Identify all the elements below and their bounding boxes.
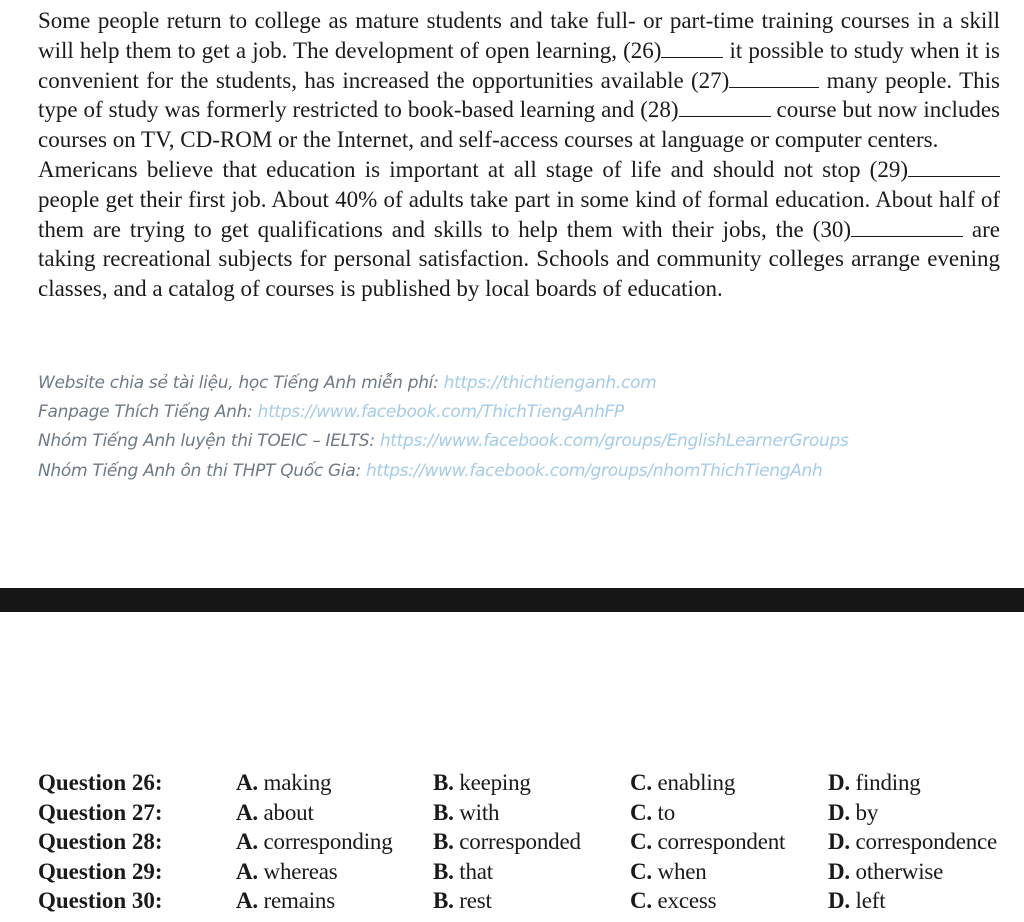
passage-text: course but now includes courses on TV, CD-ROM or the Internet, and self-access courses at language or computer centers. [38,97,1000,153]
option-a[interactable]: A. whereas [236,858,338,884]
option-d[interactable]: D. finding [828,770,921,795]
option-c[interactable]: C. excess [630,888,717,913]
option-d[interactable]: D. otherwise [828,858,944,884]
option-d[interactable]: D. correspondence [828,829,998,854]
option-c[interactable]: C. enabling [630,770,736,795]
passage-paragraph-1 [38,6,1000,155]
blank-26 [661,39,723,58]
blank-29 [908,158,1000,177]
toeic-group-link[interactable]: https://www.facebook.com/groups/EnglishLearnerGroups [379,431,849,452]
option-c[interactable]: C. correspondent [630,829,786,854]
question-label: Question 30: [38,888,163,913]
credit-line-thpt-group: Nhóm Tiếng Anh ôn thi THPT Quốc Gia: https://www.facebook.com/groups/nhomThichTiengAnh [38,460,823,481]
credit-line-website: Website chia sẻ tài liệu, học Tiếng Anh miễn phí: https://thichtienganh.com [38,373,657,393]
option-a[interactable]: A. making [236,770,332,795]
website-link[interactable]: https://thichtienganh.com [443,373,657,393]
option-a[interactable]: A. about [236,799,314,825]
option-a[interactable]: A. remains [236,888,335,913]
blank-28 [679,98,771,117]
option-c[interactable]: C. to [630,799,676,825]
passage-text: many people. This type of study was formerly restricted to book-based learning and (28) [38,67,1000,123]
thpt-group-link[interactable]: https://www.facebook.com/groups/nhomThichTiengAnh [365,460,823,481]
option-c[interactable]: C. when [630,858,707,884]
credit-line-fanpage: Fanpage Thích Tiếng Anh: https://www.facebook.com/ThichTiengAnhFP [38,402,624,423]
option-b[interactable]: B. rest [433,888,492,913]
option-d[interactable]: D. by [828,799,879,825]
option-b[interactable]: B. corresponded [433,829,581,854]
fanpage-link[interactable]: https://www.facebook.com/ThichTiengAnhFP [257,402,624,423]
option-d[interactable]: D. left [828,888,886,913]
passage-text: Americans believe that education is important at all stage of life and should not stop (29) [38,156,908,182]
reading-passage [38,6,1000,304]
passage-text: Some people return to college as mature students and take full- or part-time training courses in a skill will help them to get a job. The development of open learning, (26) [38,8,1000,63]
credit-line-toeic-group: Nhóm Tiếng Anh luyện thi TOEIC – IELTS: https://www.facebook.com/groups/EnglishLearnerGroups [38,431,849,452]
question-label: Question 29: [38,858,163,884]
passage-text: are taking recreational subjects for personal satisfaction. Schools and community colleges arrange evening classes, and a catalog of courses is published by local boards of education. [38,216,1001,302]
question-label: Question 26: [38,770,163,795]
page-separator-band [0,588,1024,612]
passage-text: it possible to study when it is convenient for the students, has increased the opportunities available (27) [38,37,1001,93]
blank-30 [851,218,963,237]
question-label: Question 27: [38,799,163,825]
passage-text: people get their first job. About 40% of adults take part in some kind of formal education. About half of them are trying to get qualifications and skills to help them with their jobs, the (30) [38,186,1000,242]
resource-credits [38,369,849,486]
option-a[interactable]: A. corresponding [236,829,393,854]
blank-27 [729,69,819,88]
option-b[interactable]: B. that [433,858,493,884]
question-label: Question 28: [38,829,163,854]
option-b[interactable]: B. with [433,799,500,825]
option-b[interactable]: B. keeping [433,770,531,795]
passage-paragraph-2 [38,155,1000,304]
